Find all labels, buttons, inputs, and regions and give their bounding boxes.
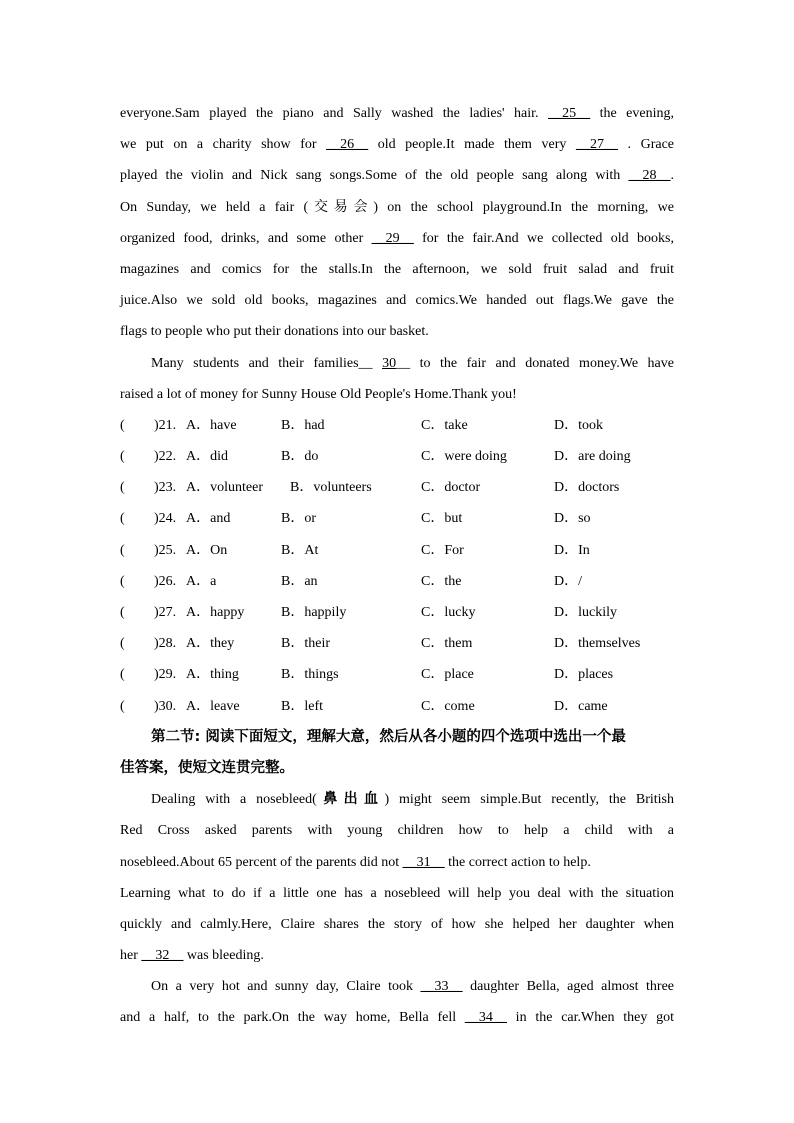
answer-paren[interactable]: ( (120, 480, 125, 496)
question-number: )25. (154, 542, 177, 558)
passage-line: Red Cross asked parents with young children how to help a child with a (120, 823, 674, 839)
question-row (120, 566, 674, 597)
question-number: )27. (154, 605, 177, 620)
option-d: D．/ (554, 573, 582, 589)
option-c: C．the (421, 573, 462, 589)
question-number: )29. (154, 667, 177, 683)
question-number: )28. (154, 636, 177, 652)
option-b: B．left (281, 698, 323, 714)
answer-blank: __31__ (402, 854, 445, 870)
option-b: B．do (281, 449, 319, 465)
option-c: C．lucky (421, 605, 476, 620)
passage-line: magazines and comics for the stalls.In the afternoon, we sold fruit salad and fruit (120, 261, 674, 277)
passage-line: Learning what to do if a little one has a nosebleed will help you deal with the situation (120, 885, 674, 901)
question-number: )21. (154, 417, 177, 433)
answer-paren[interactable]: ( (120, 667, 125, 683)
question-row (120, 472, 674, 503)
option-d: D．are doing (554, 449, 631, 465)
question-row (120, 597, 674, 628)
passage-line: and a half, to the park.On the way home, Bella fell __34__ in the car.When they got (120, 1010, 674, 1026)
answer-paren[interactable]: ( (120, 698, 125, 714)
option-b: B．happily (281, 605, 347, 620)
answer-blank: __26__ (326, 137, 369, 153)
option-a: A．did (186, 449, 228, 465)
option-d: D．places (554, 667, 614, 683)
question-row (120, 535, 674, 566)
answer-blank: __25__ (548, 106, 591, 121)
question-number: )23. (154, 480, 177, 496)
passage-line: we put on a charity show for __26__ old people.It made them very __27__ . Grace (120, 137, 674, 153)
passage-line: flags to people who put their donations into our basket. (120, 324, 429, 340)
option-b: B．things (281, 667, 339, 683)
passage-1 (120, 98, 674, 410)
passage-line: raised a lot of money for Sunny House Old People's Home.Thank you! (120, 386, 517, 402)
option-d: D．luckily (554, 605, 617, 620)
option-b: B．volunteers (290, 480, 372, 496)
option-a: A．thing (186, 667, 239, 683)
answer-blank: __29__ (371, 230, 414, 246)
answer-blank: 30 (382, 355, 397, 371)
option-c: C．were doing (421, 449, 507, 465)
option-c: C．doctor (421, 480, 481, 496)
answer-blank: __34__ (464, 1010, 507, 1026)
option-a: A．happy (186, 605, 245, 620)
option-b: B．had (281, 417, 325, 433)
answer-blank: __27__ (575, 137, 618, 153)
answer-blank: __32__ (141, 948, 184, 964)
option-a: A．have (186, 417, 237, 433)
answer-blank: __28__ (628, 168, 671, 184)
question-number: )30. (154, 698, 177, 714)
option-b: B．their (281, 636, 330, 652)
option-b: B．an (281, 573, 318, 589)
worksheet-page (120, 98, 674, 1034)
passage-line: On a very hot and sunny day, Claire took __33__ daughter Bella, aged almost three (151, 979, 675, 995)
passage-2 (120, 784, 674, 1034)
passage-line: Dealing with a nosebleed(鼻出血) might seem simple.But recently, the British (151, 792, 674, 808)
answer-paren[interactable]: ( (120, 636, 125, 652)
passage-line: Many students and their families__ 30__ to the fair and donated money.We have (151, 355, 674, 371)
question-row (120, 628, 674, 659)
passage-line: played the violin and Nick sang songs.Some of the old people sang along with __28__. (120, 168, 674, 184)
answer-blank: __33__ (420, 979, 463, 995)
question-list (120, 410, 674, 722)
option-d: D．took (554, 417, 603, 433)
answer-paren[interactable]: ( (120, 542, 125, 558)
option-d: D．In (554, 542, 590, 558)
section-heading-continued: 佳答案，使短文连贯完整。 (120, 759, 294, 776)
passage-line: organized food, drinks, and some other __29__ for the fair.And we collected old books, (120, 230, 674, 246)
question-row (120, 659, 674, 690)
passage-line: everyone.Sam played the piano and Sally washed the ladies' hair. __25__ the evening, (120, 106, 674, 121)
option-a: A．a (186, 573, 217, 589)
answer-paren[interactable]: ( (120, 449, 125, 465)
question-number: )24. (154, 511, 177, 527)
option-c: C．For (421, 542, 464, 558)
option-d: D．came (554, 698, 608, 714)
option-c: C．come (421, 698, 475, 714)
question-row (120, 410, 674, 441)
option-c: C．them (421, 636, 473, 652)
question-number: )26. (154, 573, 177, 589)
option-d: D．themselves (554, 636, 641, 652)
passage-line: quickly and calmly.Here, Claire shares the story of how she helped her daughter when (120, 916, 674, 932)
question-number: )22. (154, 449, 177, 465)
passage-line: juice.Also we sold old books, magazines and comics.We handed out flags.We gave the (120, 293, 674, 309)
option-d: D．doctors (554, 480, 620, 496)
option-c: C．take (421, 417, 468, 433)
section-heading: 第二节: 阅读下面短文，理解大意，然后从各小题的四个选项中选出一个最 (151, 728, 626, 745)
passage-line: her __32__ was bleeding. (120, 948, 264, 964)
question-row (120, 691, 674, 722)
option-d: D．so (554, 511, 591, 527)
answer-paren[interactable]: ( (120, 573, 125, 589)
question-row (120, 441, 674, 472)
answer-paren[interactable]: ( (120, 605, 125, 620)
option-a: A．volunteer (186, 480, 263, 496)
answer-paren[interactable]: ( (120, 417, 125, 433)
option-c: C．place (421, 667, 474, 683)
passage-line: nosebleed.About 65 percent of the parents did not __31__ the correct action to help. (120, 854, 591, 870)
option-b: B．or (281, 511, 316, 527)
option-a: A．and (186, 511, 231, 527)
option-c: C．but (421, 511, 463, 527)
question-row (120, 503, 674, 534)
option-b: B．At (281, 542, 319, 558)
passage-line: On Sunday, we held a fair (交易会) on the school playground.In the morning, we (120, 199, 674, 215)
option-a: A．leave (186, 698, 240, 714)
option-a: A．On (186, 542, 228, 558)
answer-paren[interactable]: ( (120, 511, 125, 527)
option-a: A．they (186, 636, 235, 652)
